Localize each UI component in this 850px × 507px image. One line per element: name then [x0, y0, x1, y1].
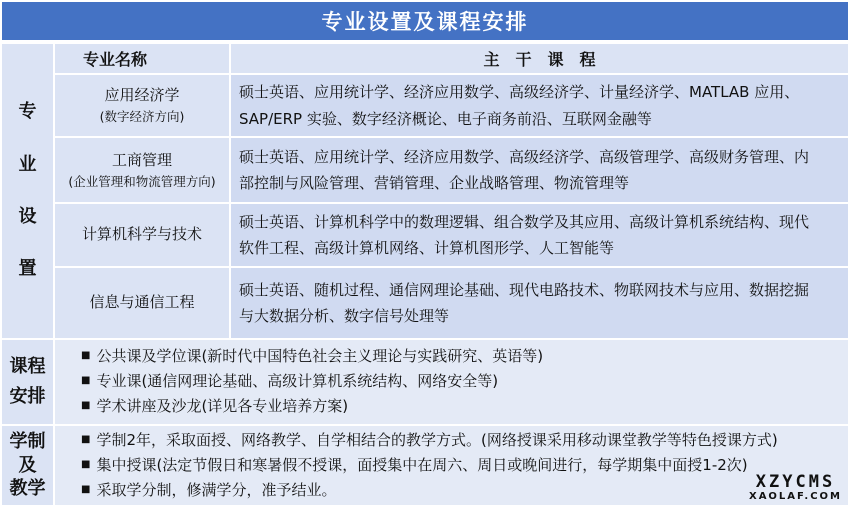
study-label-line: 教学: [9, 478, 46, 500]
course-label-line: 课程: [9, 355, 46, 377]
courses-line: 部控制与风险管理、营销管理、企业战略管理、物流管理等: [239, 174, 630, 192]
courses-line: 硕士英语、计算机科学中的数理逻辑、组合数学及其应用、高级计算机系统结构、现代: [239, 212, 810, 231]
study-list: [55, 426, 848, 505]
courses-line: 与大数据分析、数字信号处理等: [239, 307, 450, 325]
major-section-label: [2, 44, 53, 338]
list-item: [81, 394, 848, 419]
study-section-label: [2, 426, 53, 505]
watermark: [749, 474, 842, 503]
major-row-courses: [231, 75, 848, 136]
list-item: [81, 428, 848, 453]
list-item: [81, 344, 848, 369]
course-list: [55, 340, 848, 424]
major-row-courses: [231, 138, 848, 202]
list-item: [81, 453, 848, 478]
list-item-text: 学制2年，采取面授、网络教学、自学相结合的教学方式。(网络授课采用移动课堂教学等特色授课方式): [96, 431, 778, 449]
courses-line: 硕士英语、应用统计学、经济应用数学、高级经济学、高级管理学、高级财务管理、内: [239, 147, 810, 166]
major-direction: (企业管理和物流管理方向): [68, 173, 216, 189]
major-label-char: 设: [18, 206, 37, 227]
header-major-name: 专业名称: [55, 44, 229, 73]
major-name: 工商管理: [111, 150, 172, 169]
square-bullet-icon: ■: [81, 375, 91, 387]
major-name: 信息与通信工程: [89, 293, 195, 312]
page-title: 专业设置及课程安排: [2, 2, 848, 40]
major-label-char: 业: [18, 153, 37, 175]
major-row-name: [55, 204, 229, 266]
major-row-name: [55, 75, 229, 136]
courses-line: 硕士英语、应用统计学、经济应用数学、高级经济学、计量经济学、MATLAB 应用、: [239, 83, 800, 102]
major-row-name: [55, 268, 229, 338]
course-label-line: 安排: [9, 386, 46, 407]
major-row-courses: [231, 268, 848, 338]
courses-line: SAP/ERP 实验、数字经济概论、电子商务前沿、互联网金融等: [239, 109, 652, 128]
square-bullet-icon: ■: [81, 459, 91, 471]
list-item-text: 集中授课(法定节假日和寒暑假不授课，面授集中在周六、周日或晚间进行，每学期集中面授1-2次): [96, 456, 748, 475]
major-direction: (数字经济方向): [99, 109, 185, 125]
study-label-line: 及: [18, 454, 37, 476]
course-section-label: [2, 340, 53, 424]
courses-line: 硕士英语、随机过程、通信网理论基础、现代电路技术、物联网技术与应用、数据挖掘: [239, 280, 810, 299]
major-name: 应用经济学: [104, 86, 180, 105]
list-item-text: 采取学分制，修满学分，准予结业。: [96, 481, 337, 500]
major-row-name: [55, 138, 229, 202]
square-bullet-icon: ■: [81, 484, 91, 496]
header-courses: 主 干 课 程: [231, 44, 848, 73]
square-bullet-icon: ■: [81, 350, 91, 362]
major-label-char: 置: [18, 258, 37, 280]
list-item: [81, 369, 848, 394]
list-item: [81, 478, 848, 503]
major-label-char: 专: [18, 101, 37, 123]
square-bullet-icon: ■: [81, 400, 91, 412]
square-bullet-icon: ■: [81, 434, 91, 446]
list-item-text: 学术讲座及沙龙(详见各专业培养方案): [96, 397, 349, 416]
study-label-line: 学制: [9, 431, 46, 453]
list-item-text: 专业课(通信网理论基础、高级计算机系统结构、网络安全等): [96, 372, 499, 391]
major-name: 计算机科学与技术: [81, 225, 202, 244]
list-item-text: 公共课及学位课(新时代中国特色社会主义理论与实践研究、英语等): [96, 347, 544, 365]
watermark-logo-text: XZYCMS: [755, 472, 836, 492]
watermark-domain: XAOLAF.COM: [748, 491, 842, 502]
major-row-courses: [231, 204, 848, 266]
courses-line: 软件工程、高级计算机网络、计算机图形学、人工智能等: [239, 239, 615, 257]
